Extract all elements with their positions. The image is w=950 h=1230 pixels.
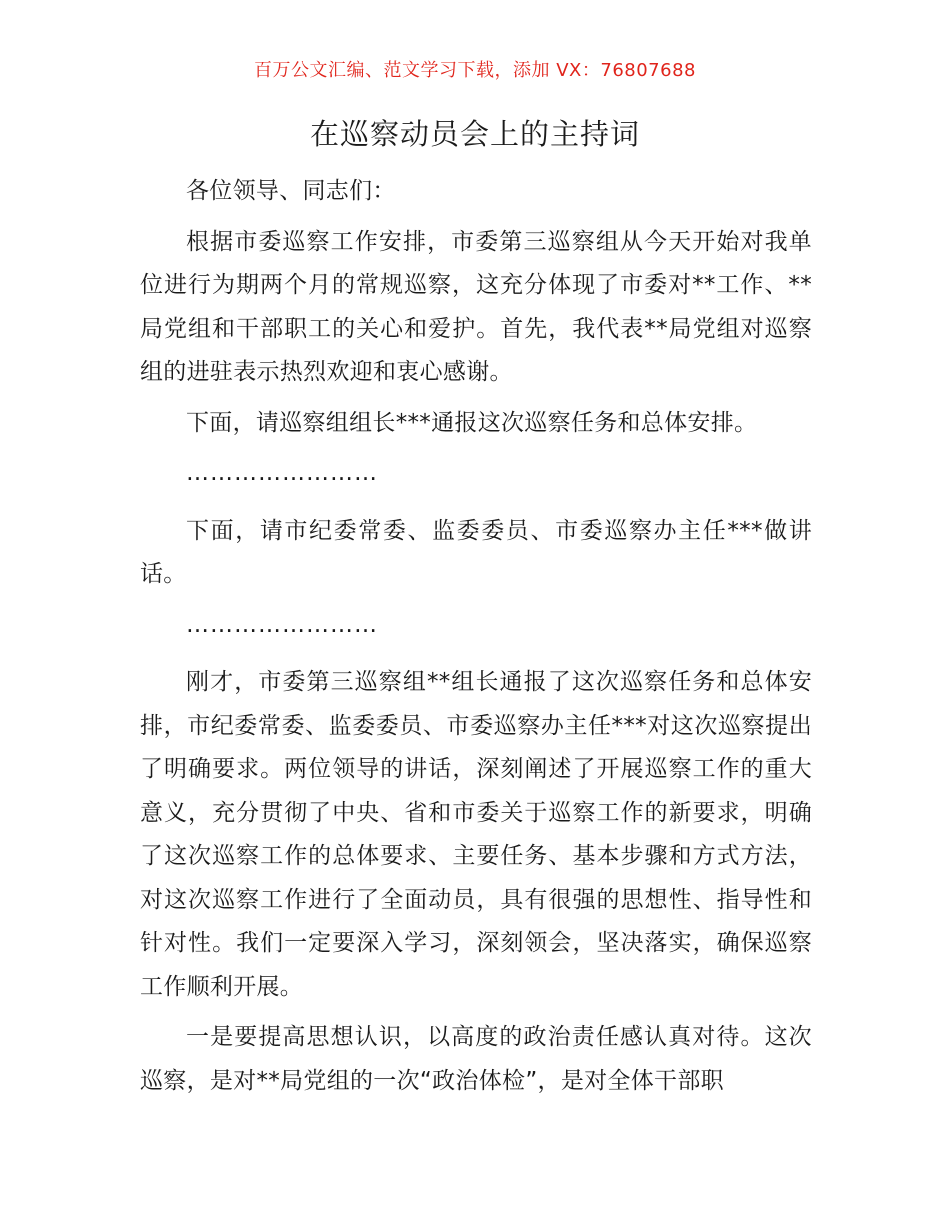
paragraph: 下面，请巡察组组长***通报这次巡察任务和总体安排。	[186, 409, 758, 436]
paragraph: 刚才，市委第三巡察组**组长通报了这次巡察任务和总体安排，市纪委常委、监委委员、市委巡察办主任***对这次巡察提出了明确要求。两位领导的讲话，深刻阐述了开展巡察工作的重大意义，充分贯彻了中央、省和市委关于巡察工作的新要求，明确了这次巡察工作的总体要求、主要任务、基本步骤和方式方法，对这次巡察工作进行了全面动员，具有很强的思想性、指导性和针对性。我们一定要深入学习，深刻领会，坚决落实，确保巡察工作顺利开展。	[140, 669, 812, 1000]
paragraph: 下面，请市纪委常委、监委委员、市委巡察办主任***做讲话。	[140, 517, 812, 587]
document-body	[140, 170, 812, 1110]
greeting: 各位领导、同志们：	[186, 178, 396, 204]
document-title: 在巡察动员会上的主持词	[309, 117, 640, 151]
paragraph: 一是要提高思想认识，以高度的政治责任感认真对待。这次巡察，是对**局党组的一次“政治体检”，是对全体干部职	[140, 1024, 812, 1094]
paragraph: 根据市委巡察工作安排，市委第三巡察组从今天开始对我单位进行为期两个月的常规巡察，这充分体现了市委对**工作、**局党组和干部职工的关心和爱护。首先，我代表**局党组对巡察组的进驻表示热烈欢迎和衷心感谢。	[140, 228, 812, 385]
ellipsis-separator: ……………………	[186, 460, 378, 486]
watermark-banner: 百万公文汇编、范文学习下载，添加 VX：76807688	[254, 60, 696, 81]
ellipsis-separator: ……………………	[186, 611, 378, 638]
